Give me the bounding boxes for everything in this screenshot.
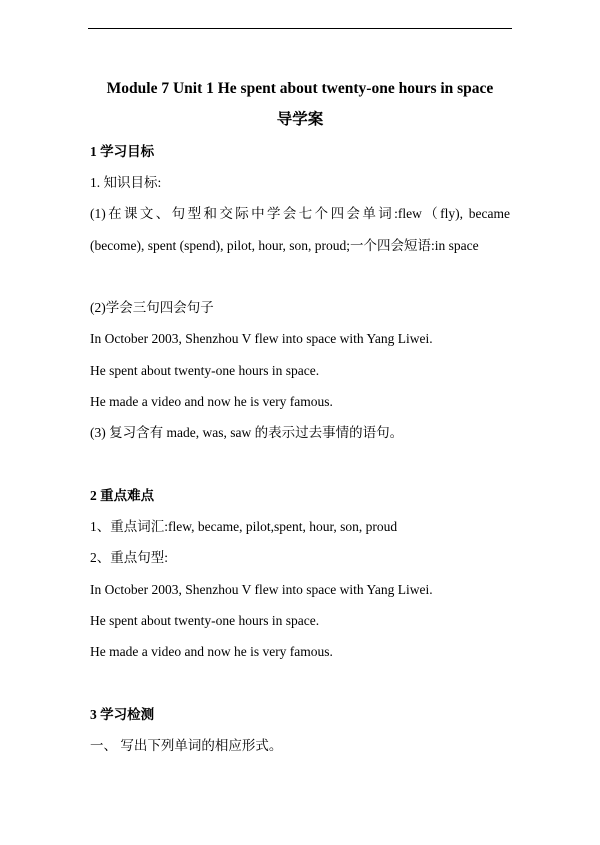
sentence-3: He made a video and now he is very famous.	[90, 394, 333, 409]
key-vocab: 1、重点词汇:flew, became, pilot,spent, hour, son, proud	[90, 519, 398, 534]
key-sentence-3: He made a video and now he is very famous.	[90, 644, 333, 659]
goal-item1-line2: (become), spent (spend), pilot, hour, son, proud;一个四会短语:in space	[90, 238, 479, 253]
task-1: 一、 写出下列单词的相应形式。	[90, 738, 283, 753]
key-sentence-2: He spent about twenty-one hours in space.	[90, 613, 320, 628]
key-sentence-label: 2、重点句型:	[90, 550, 169, 565]
section2-heading: 2 重点难点	[90, 488, 155, 503]
knowledge-goal: 1. 知识目标:	[90, 175, 162, 190]
document-subtitle: 导学案	[276, 111, 324, 128]
sentence-1: In October 2003, Shenzhou V flew into space with Yang Liwei.	[90, 331, 433, 346]
goal-item3: (3) 复习含有 made, was, saw 的表示过去事情的语句。	[90, 425, 404, 440]
document-title: Module 7 Unit 1 He spent about twenty-one hours in space	[106, 80, 494, 97]
section3-heading: 3 学习检测	[90, 707, 155, 722]
section1-heading: 1 学习目标	[90, 144, 155, 159]
goal-item1-line1: (1)在课文、句型和交际中学会七个四会单词:flew（fly), became	[90, 206, 510, 221]
goal-item2: (2)学会三句四会句子	[90, 300, 214, 315]
sentence-2: He spent about twenty-one hours in space.	[90, 363, 320, 378]
key-sentence-1: In October 2003, Shenzhou V flew into space with Yang Liwei.	[90, 582, 433, 597]
top-rule	[88, 28, 512, 29]
